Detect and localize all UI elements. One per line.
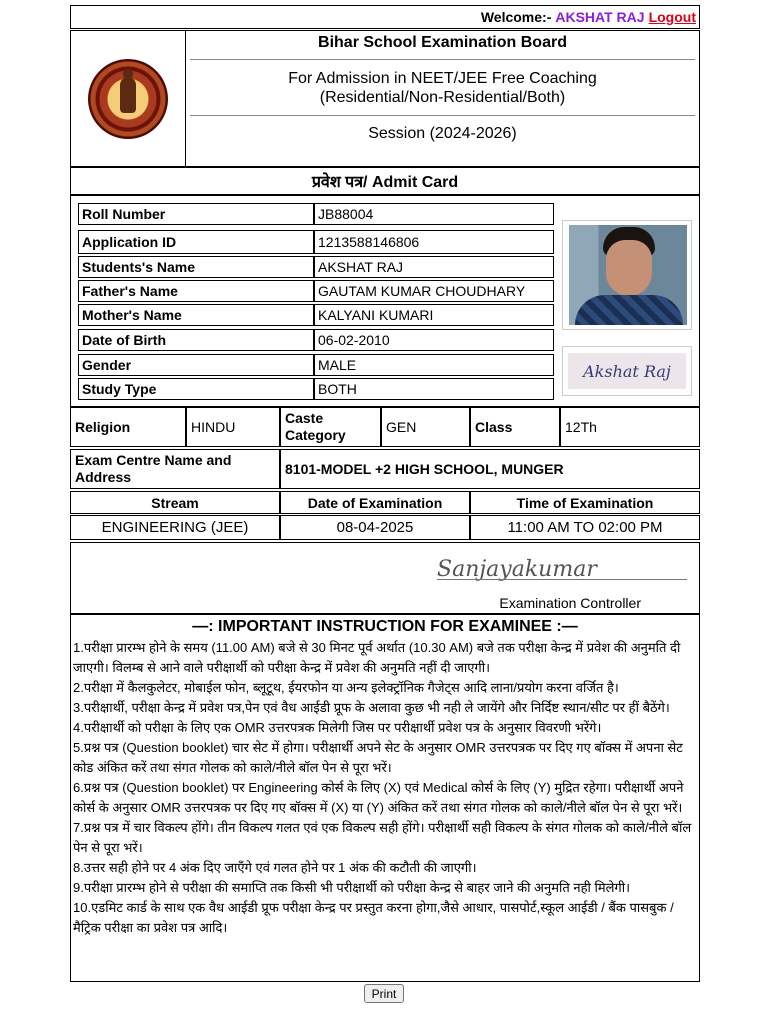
instruction-4: 4.परीक्षार्थी को परीक्षा के लिए एक OMR उत्तरपत्रक मिलेगी जिस पर परीक्षार्थी प्रवेश पत्र के अनुसार विवरणी भरेंगे। xyxy=(73,720,602,735)
instruction-1: 1.परीक्षा प्रारम्भ होने के समय (11.00 AM) बजे से 30 मिनट पूर्व अर्थात (10.30 AM) बजे तक परीक्षा केन्द्र में प्रवेश की अनुमति दी जाएगी। विलम्ब से आने वाले परीक्षार्थी को परीक्षा केन्द्र में प्रवेश की अनुमति नहीं दी जाएगी। xyxy=(73,640,681,675)
dob-value: 06-02-2010 xyxy=(314,329,554,351)
roll-number-label: Roll Number xyxy=(78,203,314,225)
exam-centre-label xyxy=(70,449,280,489)
admission-purpose xyxy=(190,60,695,116)
welcome-bar xyxy=(70,5,700,29)
logout-link[interactable]: Logout xyxy=(648,9,696,25)
class-value: 12Th xyxy=(560,407,700,447)
roll-number-value: JB88004 xyxy=(314,203,554,225)
gender-label: Gender xyxy=(78,354,314,376)
caste-category-label xyxy=(280,407,381,447)
mother-name-value: KALYANI KUMARI xyxy=(314,304,554,326)
stream-header: Stream xyxy=(70,491,280,514)
religion-label: Religion xyxy=(70,407,186,447)
student-signature-image: Akshat Raj xyxy=(568,353,686,389)
exam-time-header: Time of Examination xyxy=(470,491,700,514)
board-seal-logo xyxy=(88,59,168,139)
religion-value: HINDU xyxy=(186,407,280,447)
dob-label: Date of Birth xyxy=(78,329,314,351)
exam-centre-value: 8101-MODEL +2 HIGH SCHOOL, MUNGER xyxy=(280,449,700,489)
gender-value: MALE xyxy=(314,354,554,376)
instructions-section xyxy=(70,614,700,982)
controller-section xyxy=(70,542,700,614)
student-signature xyxy=(562,346,692,396)
print-button[interactable]: Print xyxy=(364,984,404,1003)
instruction-9: 9.परीक्षा प्रारम्भ होने से परीक्षा की समाप्ति तक किसी भी परीक्षार्थी को परीक्षा केन्द्र से बाहर जाने की अनुमति नही मिलेगी। xyxy=(73,880,631,895)
application-id-value: 1213588146806 xyxy=(314,230,554,254)
mother-name-label: Mother's Name xyxy=(78,304,314,326)
stream-value: ENGINEERING (JEE) xyxy=(70,515,280,540)
user-name: AKSHAT RAJ xyxy=(555,9,645,25)
board-name: Bihar School Examination Board xyxy=(190,31,695,60)
instruction-7: 7.प्रश्न पत्र में चार विकल्प होंगे। तीन विकल्प गलत एवं एक विकल्प सही होंगे। परीक्षार्थी सही विकल्प के संगत गोलक को काले/नीले बॉल पेन से पूरा भरें। xyxy=(73,820,692,855)
purpose-line-2: (Residential/Non-Residential/Both) xyxy=(319,89,566,106)
purpose-line-1: For Admission in NEET/JEE Free Coaching xyxy=(288,70,597,87)
instruction-5: 5.प्रश्न पत्र (Question booklet) चार सेट में होगा। परीक्षार्थी अपने सेट के अनुसार OMR उत्तरपत्रक पर दिए गए बॉक्स में अपना सेट कोड अंकित करें तथा संगत गोलक को काले/नीले बॉल पेन से पूरा भरें। xyxy=(73,740,683,775)
instructions-title: —: IMPORTANT INSTRUCTION FOR EXAMINEE :— xyxy=(192,618,578,635)
student-name-label: Students's Name xyxy=(78,256,314,278)
controller-title: Examination Controller xyxy=(499,595,641,611)
exam-date-value: 08-04-2025 xyxy=(280,515,470,540)
welcome-label: Welcome:- xyxy=(480,9,552,25)
exam-date-header: Date of Examination xyxy=(280,491,470,514)
admit-card-title: प्रवेश पत्र/ Admit Card xyxy=(70,167,700,195)
caste-label-line-2: Category xyxy=(285,427,346,443)
centre-label-line-2: Address xyxy=(75,469,132,485)
student-photo xyxy=(562,220,692,330)
application-id-label: Application ID xyxy=(78,230,314,254)
study-type-value: BOTH xyxy=(314,378,554,400)
father-name-label: Father's Name xyxy=(78,280,314,302)
instruction-6: 6.प्रश्न पत्र (Question booklet) पर Engineering कोर्स के लिए (X) एवं Medical कोर्स के लिए (Y) मुद्रित रहेगा। परीक्षार्थी अपने कोर्स के अनुसार OMR उत्तरपत्रक पर दिए गए बॉक्स में (X) या (Y) अंकित करें तथा संगत गोलक को काले/नीले बॉल पेन से पूरा भरें। xyxy=(73,780,684,815)
student-info xyxy=(70,195,700,407)
study-type-label: Study Type xyxy=(78,378,314,400)
caste-label-line-1: Caste xyxy=(285,410,324,426)
father-name-value: GAUTAM KUMAR CHOUDHARY xyxy=(314,280,554,302)
class-label: Class xyxy=(470,407,560,447)
session: Session (2024-2026) xyxy=(368,125,517,142)
instruction-2: 2.परीक्षा में कैलकुलेटर, मोबाईल फोन, ब्लूटूथ, ईयरफोन या अन्य इलेक्ट्रॉनिक गैजेट्स आदि लाना/प्रयोग करना वर्जित है। xyxy=(73,680,619,695)
instruction-8: 8.उत्तर सही होने पर 4 अंक दिए जाएँगे एवं गलत होने पर 1 अंक की कटौती की जाएगी। xyxy=(73,860,477,875)
board-header xyxy=(185,30,700,167)
instruction-10: 10.एडमिट कार्ड के साथ एक वैध आईडी प्रूफ परीक्षा केन्द्र पर प्रस्तुत करना होगा,जैसे आधार, पासपोर्ट,स्कूल आईडी / बैंक पासबुक / मैट्रिक परीक्षा का प्रवेश पत्र आदि। xyxy=(73,900,674,935)
logo-cell xyxy=(70,30,186,167)
centre-label-line-1: Exam Centre Name and xyxy=(75,452,232,468)
student-name-value: AKSHAT RAJ xyxy=(314,256,554,278)
controller-signature-image: Sanjayakumar xyxy=(437,557,597,582)
exam-time-value: 11:00 AM TO 02:00 PM xyxy=(470,515,700,540)
instruction-3: 3.परीक्षार्थी, परीक्षा केन्द्र में प्रवेश पत्र,पेन एवं वैध आईडी प्रूफ के अलावा कुछ भी नही ले जायेंगे और निर्दिष्ट स्थान/सीट पर हीं बैठेंगे। xyxy=(73,700,670,715)
caste-category-value: GEN xyxy=(381,407,470,447)
